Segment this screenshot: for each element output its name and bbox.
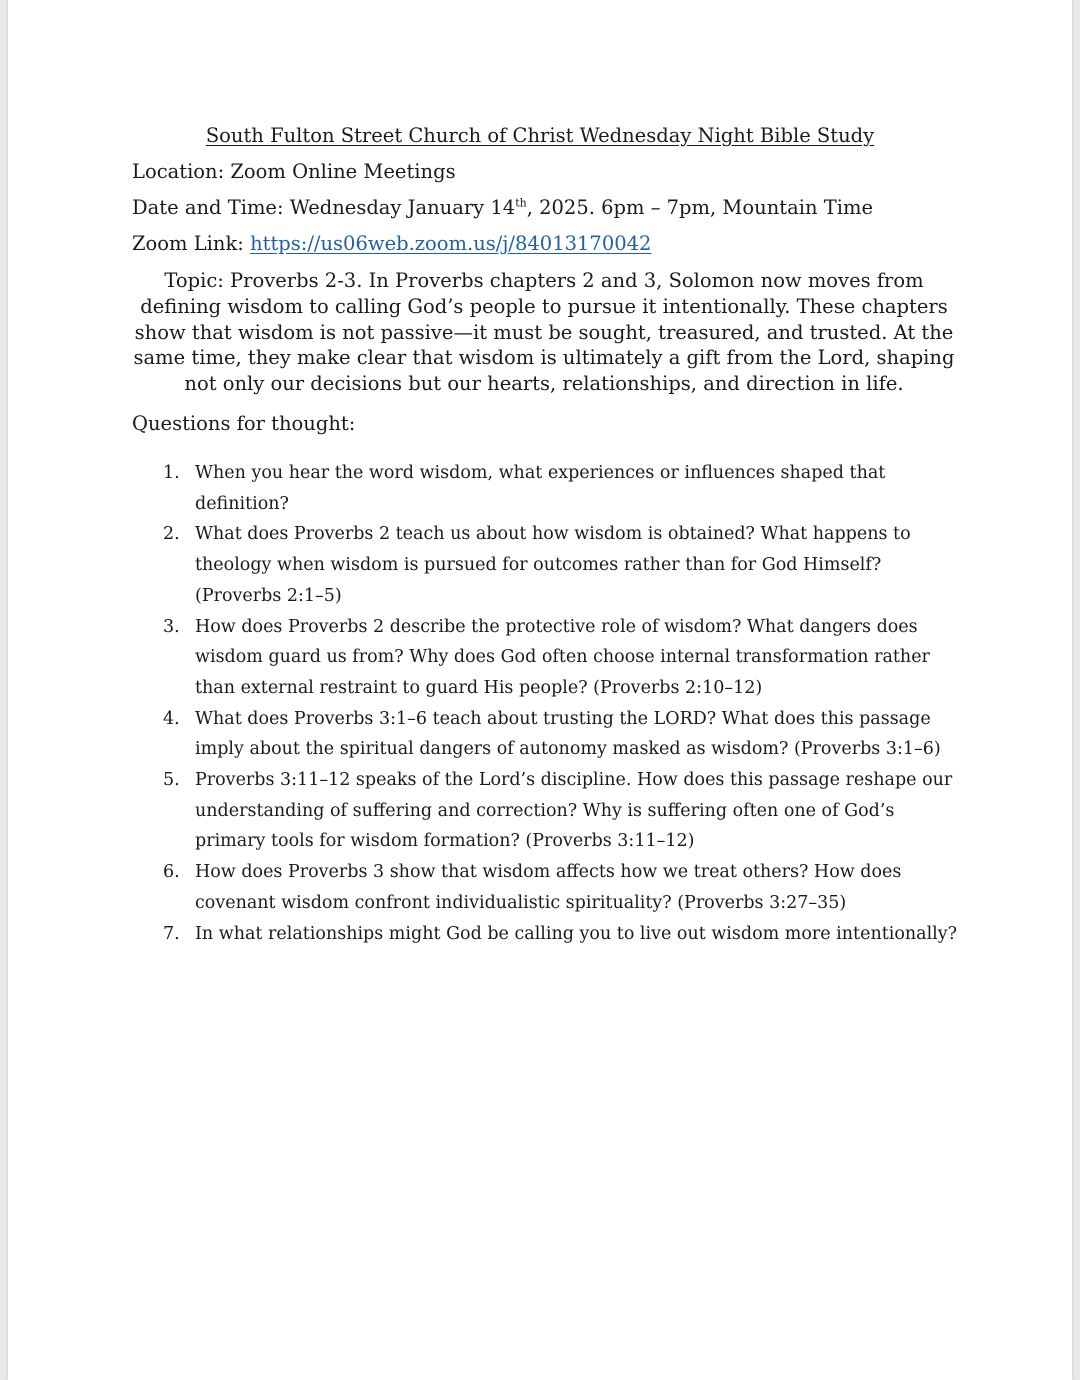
- date-time-prefix: Date and Time: Wednesday January 14: [132, 196, 516, 219]
- question-text: How does Proverbs 2 describe the protective role of wisdom? What dangers does wisdom guard us from? Why does God often choose internal transformation rather than external restraint to guard His people? (Proverbs 2:10–12): [195, 616, 930, 698]
- question-text: What does Proverbs 3:1–6 teach about trusting the LORD? What does this passage imply about the spiritual dangers of autonomy masked as wisdom? (Proverbs 3:1–6): [195, 708, 941, 760]
- zoom-link[interactable]: https://us06web.zoom.us/j/84013170042: [250, 232, 652, 255]
- list-item: [163, 458, 963, 519]
- question-number: 1.: [163, 463, 180, 483]
- date-time-suffix: , 2025. 6pm – 7pm, Mountain Time: [526, 196, 873, 219]
- list-item: [163, 765, 963, 857]
- zoom-link-label: Zoom Link:: [132, 232, 251, 255]
- question-text: What does Proverbs 2 teach us about how wisdom is obtained? What happens to theology when wisdom is pursued for outcomes rather than for God Himself? (Proverbs 2:1–5): [195, 524, 911, 606]
- questions-heading: Questions for thought:: [132, 412, 356, 435]
- question-text: How does Proverbs 3 show that wisdom affects how we treat others? How does covenant wisdom confront individualistic spirituality? (Proverbs 3:27–35): [195, 862, 902, 913]
- question-number: 4.: [163, 708, 180, 729]
- topic-paragraph: Topic: Proverbs 2-3. In Proverbs chapters 2 and 3, Solomon now moves from defining wisdom to calling God’s people to pursue it intentionally. These chapters show that wisdom is not passive—it must be sought, treasured, and trusted. At the same time, they make clear that wisdom is ultimately a gift from the Lord, shaping not only our decisions but our hearts, relationships, and direction in life.: [133, 269, 955, 396]
- question-number: 6.: [163, 862, 180, 883]
- question-list: [163, 458, 963, 949]
- question-text: In what relationships might God be calling you to live out wisdom more intentionally?: [195, 923, 958, 944]
- document-page: [8, 0, 1072, 1380]
- list-item: [163, 612, 963, 704]
- document-title: South Fulton Street Church of Christ Wednesday Night Bible Study: [205, 124, 875, 147]
- list-item: [163, 919, 963, 950]
- question-text: When you hear the word wisdom, what experiences or influences shaped that definition?: [195, 463, 886, 514]
- list-item: [163, 519, 963, 611]
- date-time-line: [132, 196, 873, 219]
- question-number: 3.: [163, 616, 180, 637]
- question-number: 5.: [163, 770, 180, 791]
- question-text: Proverbs 3:11–12 speaks of the Lord’s discipline. How does this passage reshape our understanding of suffering and correction? Why is suffering often one of God’s primary tools for wisdom formation? (Proverbs 3:11–12): [195, 770, 953, 852]
- zoom-link-line: [132, 232, 651, 255]
- question-number: 7.: [163, 923, 180, 944]
- list-item: [163, 857, 963, 918]
- date-ordinal-suffix: th: [515, 196, 527, 210]
- list-item: [163, 704, 963, 765]
- question-number: 2.: [163, 524, 180, 545]
- location-line: Location: Zoom Online Meetings: [132, 160, 456, 183]
